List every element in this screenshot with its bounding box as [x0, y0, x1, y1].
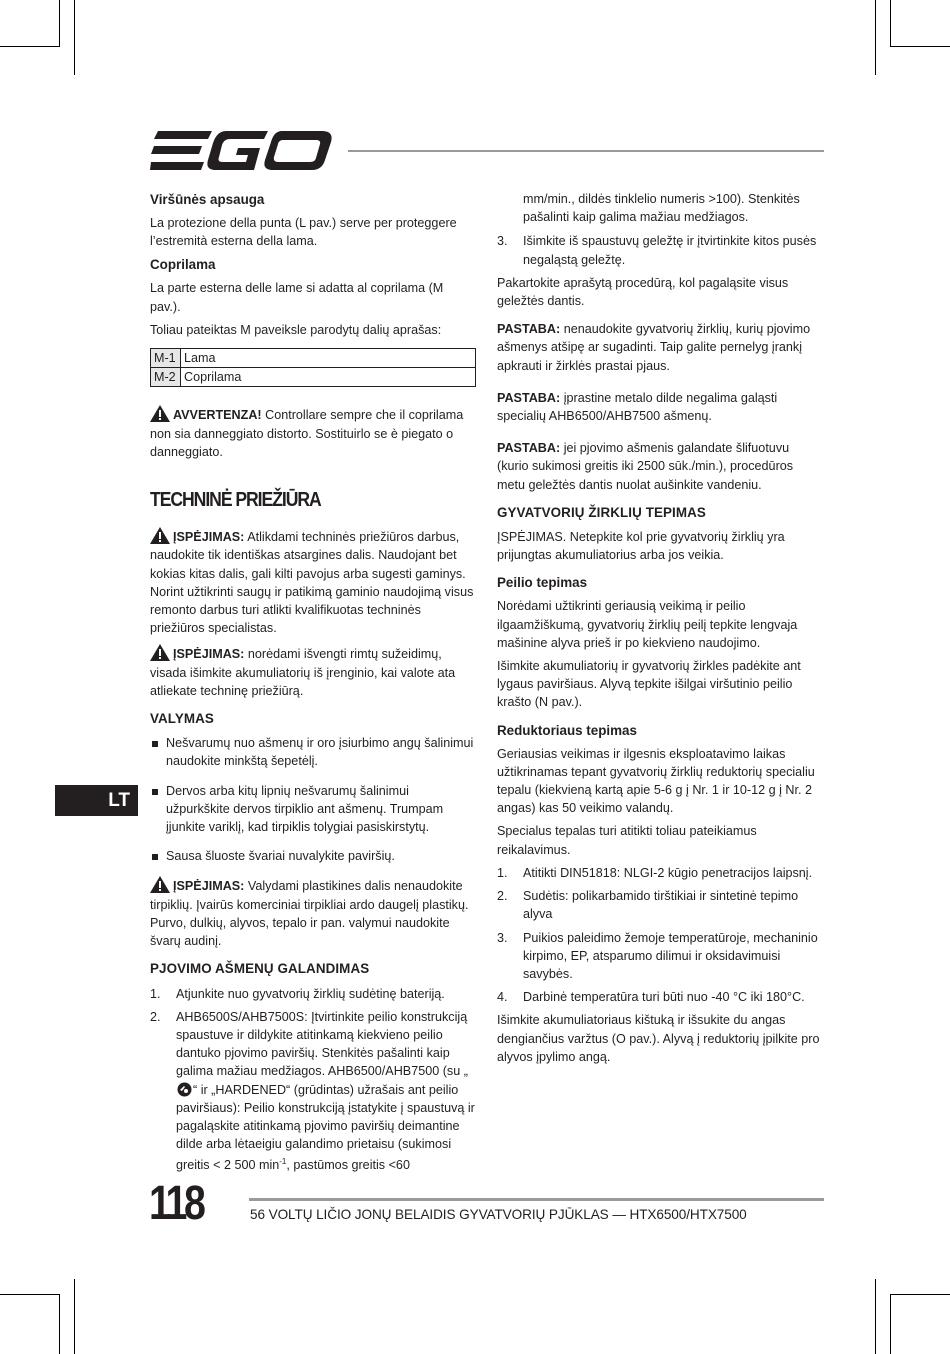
language-tab-label: LT: [108, 790, 130, 811]
warning-text: Valydami plastikines dalis nenaudokite tirpiklių. Įvairūs komerciniai tirpikliai ardo daugelį plastikų. Purvo, dulkių, alyvos, tepalo ir pan. valymui naudokite švarų audinį.: [150, 879, 469, 949]
cleaning-heading: VALYMAS: [150, 711, 214, 727]
item-text: Sudėtis: polikarbamido tirštikiai ir sintetinė tepimo alyva: [523, 889, 799, 922]
item-text: Puikios paleidimo žemoje temperatūroje, mechaninio kirpimo, EP, atsparumo dilimui ir oksidavimuisi savybės.: [523, 930, 818, 981]
item-text: Atitikti DIN51818: NLGI-2 kūgio penetracijos laipsnį.: [523, 865, 813, 880]
tip-protection-heading: Viršūnės apsauga: [150, 192, 265, 207]
warning-label: ĮSPĖJIMAS:: [173, 647, 245, 662]
note: [497, 320, 824, 375]
lubrication-warning: ĮSPĖJIMAS. Netepkite kol prie gyvatvorių žirklių yra prijungtas akumuliatorius arba jos veikia.: [497, 530, 785, 563]
item-text: , pastūmos greitis <60: [286, 1158, 410, 1173]
gear-lube-p3: Išimkite akumuliatoriaus kištuką ir išsukite du angas dengiančius varžtus (O pav.). Alyvą į reduktorių įpilkite pro alyvos įpylimo angą.: [497, 1013, 820, 1064]
note-label: PASTABA:: [497, 441, 561, 456]
warning-text: Atlikdami techninės priežiūros darbus, naudokite tik identiškas atsargines dalis. Naudojant bet kokias kitas dalis, gali kilti pavojus arba sugesti gaminys. Norint užtikrinti saugų ir patikimą gaminio naudojimą visus remonto darbus turi atlikti kvalifikuotas techninės priežiūros specialistas.: [150, 530, 474, 636]
parts-intro: Toliau pateiktas M paveiksle parodytų dalių aprašas:: [150, 322, 442, 337]
footer-rule: [249, 1198, 824, 1201]
warning-text: norėdami išvengti rimtų sužeidimų, visada išimkite akumuliatorių iš įrenginio, kai valote ata atliekate techninę priežiūrą.: [150, 647, 456, 698]
list-item: [150, 1008, 476, 1175]
part-code: M-1: [151, 349, 181, 368]
sharpening-continued: mm/min., dildės tinklelio numeris >100). Stenkitės pašalinti kaip galima mažiau medžiagos.: [523, 192, 800, 225]
avvertenza-label: AVVERTENZA!: [173, 408, 262, 423]
maintenance-title: TECHNINĖ PRIEŽIŪRA: [150, 489, 321, 512]
warning-remove-battery: [150, 644, 476, 700]
gear-lube-list: [497, 864, 824, 1006]
gear-lube-heading: Reduktoriaus tepimas: [497, 722, 637, 738]
list-item: [497, 887, 824, 923]
list-item: [150, 985, 476, 1003]
header-rule: [348, 150, 824, 152]
item-number: 3.: [497, 234, 508, 249]
crop-mark: [59, 1294, 60, 1354]
blade-lube-p1: Norėdami užtikrinti geriausią veikimą ir peilio ilgaamžiškumą, gyvatvorių žirklių peilį tepkite lengvaja mašinine alyva prieš ir po kiekvieno naudojimo.: [497, 599, 798, 650]
footer-title: 56 VOLTŲ LIČIO JONŲ BELAIDIS GYVATVORIŲ PJŪKLAS — HTX6500/HTX7500: [250, 1207, 747, 1222]
warning-label: ĮSPĖJIMAS:: [173, 879, 245, 894]
parts-table: [150, 348, 476, 387]
note-label: PASTABA:: [497, 322, 561, 337]
item-text: Išimkite iš spaustuvų geležtę ir įtvirtinkite kitos pusės negaląstą geležtę.: [523, 234, 817, 267]
crop-mark: [875, 0, 876, 75]
avvertenza-warning: [150, 405, 476, 461]
note-text: nenaudokite gyvatvorių žirklių, kurių pjovimo ašmenys atšipę ar sugadinti. Taip galite pernelyg įrankį apkrauti ir žirklės prastai pjaus.: [497, 322, 811, 373]
table-row: [151, 349, 476, 368]
item-number: 1.: [150, 986, 161, 1001]
crop-mark: [74, 0, 75, 75]
list-item: Dervos arba kitų lipnių nešvarumų šalinimui užpurkškite dervos tirpiklio ant ašmenų. Trumpam įjunkite variklį, kad tirpiklis tolygiai pasiskirstytų.: [150, 782, 476, 837]
sharpening-list: [150, 985, 476, 1175]
list-item: [497, 929, 824, 984]
warning-icon: [150, 405, 170, 422]
cleaning-list: [150, 734, 476, 865]
warning-solvents: [150, 876, 476, 950]
list-item: [497, 864, 824, 882]
gear-lube-p2: Specialus tepalas turi atitikti toliau pateikiamus reikalavimus.: [497, 824, 757, 857]
list-item: [497, 232, 824, 268]
crop-mark: [890, 0, 891, 47]
page-number: 118: [149, 1177, 203, 1230]
coprilama-heading: Coprilama: [150, 257, 216, 273]
item-text: Darbinė temperatūra turi būti nuo -40 °C iki 180°C.: [523, 990, 805, 1005]
avvertenza-text: Controllare sempre che il coprilama non sia danneggiato distorto. Sostituirlo se è piegato o danneggiato.: [150, 408, 464, 459]
crop-mark: [890, 46, 950, 47]
list-item: Sausa šluoste švariai nuvalykite paviršių.: [150, 847, 476, 865]
table-row: [151, 368, 476, 387]
item-text: Atjunkite nuo gyvatvorių žirklių sudėtinę bateriją.: [176, 986, 445, 1001]
repeat-text: Pakartokite aprašytą procedūrą, kol pagaląsite visus geležtės dantis.: [497, 275, 789, 309]
sharpening-list-continued: [497, 232, 824, 268]
note: [497, 389, 824, 425]
crop-mark: [59, 0, 60, 47]
item-number: 2.: [150, 1009, 161, 1024]
item-number: 4.: [497, 990, 508, 1005]
crop-mark: [890, 1294, 950, 1295]
crop-mark: [875, 1279, 876, 1354]
warning-icon: [150, 876, 170, 893]
crop-mark: [0, 46, 60, 47]
item-number: 3.: [497, 930, 508, 945]
gear-lube-p1: Geriausias veikimas ir ilgesnis eksploatavimo laikas užtikrinamas tepant gyvatvorių žirklių reduktorių specialiu tepalu (kiekvieną kartą apie 5-6 g į Nr. 1 ir 10-12 g į Nr. 2 angas) kas 50 veikimo valandų.: [497, 746, 815, 816]
note-text: jei pjovimo ašmenis galandate šlifuotuvu (kurio sukimosi greitis iki 2500 sūk./min.), procedūros metu geležtės dantis nuolat aušinkite vandeniu.: [497, 441, 794, 492]
note: [497, 439, 824, 494]
crop-mark: [890, 1294, 891, 1354]
language-tab: [55, 785, 138, 816]
list-item: Nešvarumų nuo ašmenų ir oro įsiurbimo angų šalinimui naudokite minkštą šepetėlį.: [150, 734, 476, 770]
blade-lube-heading: Peilio tepimas: [497, 575, 588, 591]
right-column: [497, 190, 824, 1071]
warning-icon: [150, 527, 170, 544]
item-number: 1.: [497, 865, 508, 880]
warning-icon: [150, 644, 170, 661]
item-text: AHB6500S/AHB7500S: Įtvirtinkite peilio konstrukciją spaustuve ir dildykite atitinkamą kiekvieno peilio dantuko pjovimo paviršių. Stenkitės pašalinti kaip galima mažiau medžiagos. AHB6500/AHB7500 (su „: [176, 1009, 468, 1079]
ego-logo: [150, 131, 332, 171]
list-item: [497, 988, 824, 1006]
crop-mark: [0, 1294, 60, 1295]
coprilama-text: La parte esterna delle lame si adatta al coprilama (M pav.).: [150, 281, 444, 314]
hardened-blade-icon: [176, 1082, 193, 1097]
warning-label: ĮSPĖJIMAS:: [173, 530, 245, 545]
note-label: PASTABA:: [497, 390, 561, 405]
item-number: 2.: [497, 889, 508, 904]
part-code: M-2: [151, 368, 181, 387]
note-text: įprastine metalo dilde negalima galąsti specialių AHB6500/AHB7500 ašmenų.: [497, 390, 778, 424]
part-desc: Lama: [181, 349, 476, 368]
blade-lube-p2: Išimkite akumuliatorių ir gyvatvorių žirkles padėkite ant lygaus paviršiaus. Alyvą tepkite išilgai viršutinio peilio krašto (N pav.).: [497, 659, 801, 710]
tip-protection-text: La protezione della punta (L pav.) serve per proteggere l’estremità esterna della lama.: [150, 216, 457, 249]
part-desc: Coprilama: [181, 368, 476, 387]
superscript: -1: [279, 1157, 287, 1167]
lubrication-heading: GYVATVORIŲ ŽIRKLIŲ TEPIMAS: [497, 504, 706, 520]
sharpening-heading: PJOVIMO AŠMENŲ GALANDIMAS: [150, 961, 370, 977]
item-text: “ ir „HARDENED“ (grūdintas) užrašais ant peilio paviršiaus): Peilio konstrukciją įstatykite į spaustuvą ir pagaląskite atitinkamą pjovimo paviršių deimantine dilde arba lėtaeigiu galandimo prietaisu (sukimosi greitis < 2 500 min: [176, 1082, 475, 1173]
crop-mark: [74, 1279, 75, 1354]
warning-spare-parts: [150, 527, 476, 637]
left-column: [150, 190, 476, 1180]
